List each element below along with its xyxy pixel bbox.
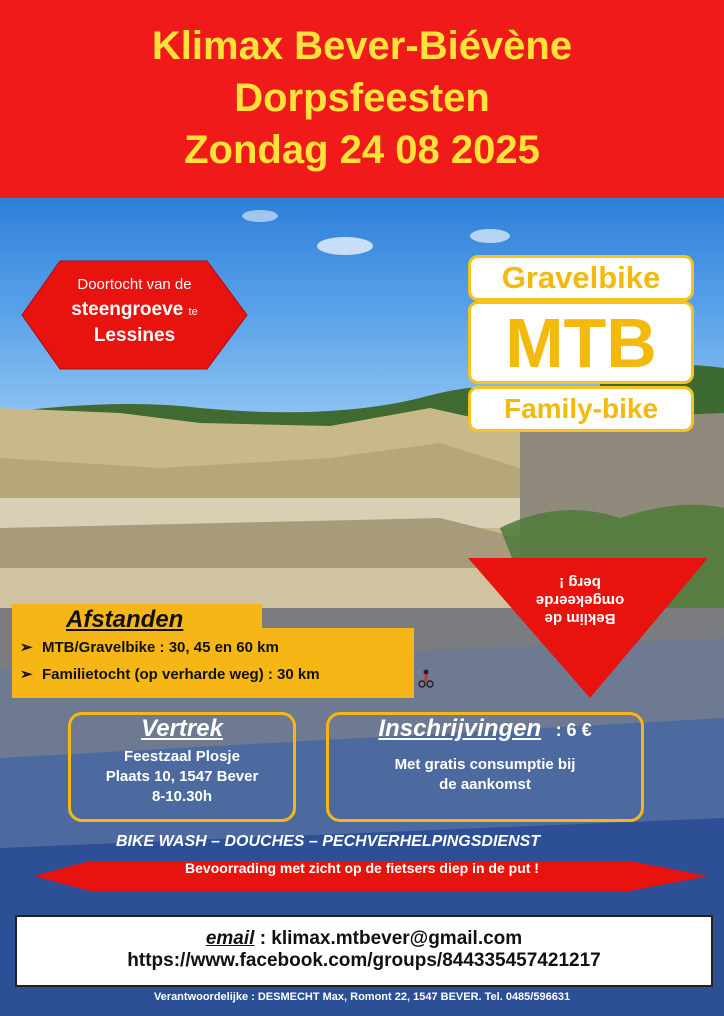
distance-item: ➢ MTB/Gravelbike : 30, 45 en 60 km	[20, 639, 279, 656]
footer-responsible: Verantwoordelijke : DESMECHT Max, Romont 22, 1547 BEVER. Tel. 0485/596631	[153, 991, 571, 1003]
facebook-link[interactable]: https://www.facebook.com/groups/844335457421217	[127, 950, 601, 971]
services-line: BIKE WASH – DOUCHES – PECHVERHELPINGSDIENST	[116, 833, 541, 850]
departure-address: Plaats 10, 1547 Bever	[105, 768, 259, 785]
email-address[interactable]: : klimax.mtbever@gmail.com	[259, 928, 523, 949]
event-title: Klimax Bever-Biévène	[151, 24, 573, 68]
distance-item: ➢ Familietocht (op verharde weg) : 30 km	[20, 666, 320, 683]
event-subtitle: Dorpsfeesten	[234, 76, 490, 120]
distances-title: Afstanden	[66, 606, 184, 633]
supply-arrow-text: Bevoorrading met zicht op de fietsers diep in de put !	[185, 860, 539, 876]
badge-line3: Lessines	[93, 325, 176, 346]
departure-box	[68, 712, 296, 822]
departure-time: 8-10.30h	[151, 788, 213, 805]
registration-title: Inschrijvingen	[378, 715, 542, 742]
email-label: email	[205, 928, 255, 949]
mtb-label: MTB	[468, 301, 694, 384]
arrow-bullet-icon: ➢	[20, 666, 33, 683]
arrow-bullet-icon: ➢	[20, 639, 33, 656]
gravelbike-label: Gravelbike	[468, 255, 694, 301]
cyclist-icon	[418, 668, 434, 688]
header-banner	[0, 0, 724, 198]
registration-note1: Met gratis consumptie bij	[394, 756, 576, 773]
email-line	[17, 928, 711, 950]
climb-triangle-text: Beklim de omgekeerde berg !	[535, 574, 625, 627]
event-date: Zondag 24 08 2025	[184, 128, 540, 172]
quarry-photo	[0, 198, 724, 1016]
quarry-passage-badge	[22, 261, 247, 369]
badge-line1: Doortocht van de	[77, 276, 192, 293]
registration-note2: de aankomst	[439, 776, 531, 793]
badge-line2: steengroeve te	[71, 299, 198, 320]
registration-heading	[329, 715, 641, 743]
departure-title: Vertrek	[141, 715, 223, 742]
contact-box	[15, 915, 713, 987]
family-bike-label: Family-bike	[468, 386, 694, 432]
registration-price: : 6 €	[555, 720, 592, 740]
registration-box	[326, 712, 644, 822]
departure-venue: Feestzaal Plosje	[124, 748, 240, 765]
